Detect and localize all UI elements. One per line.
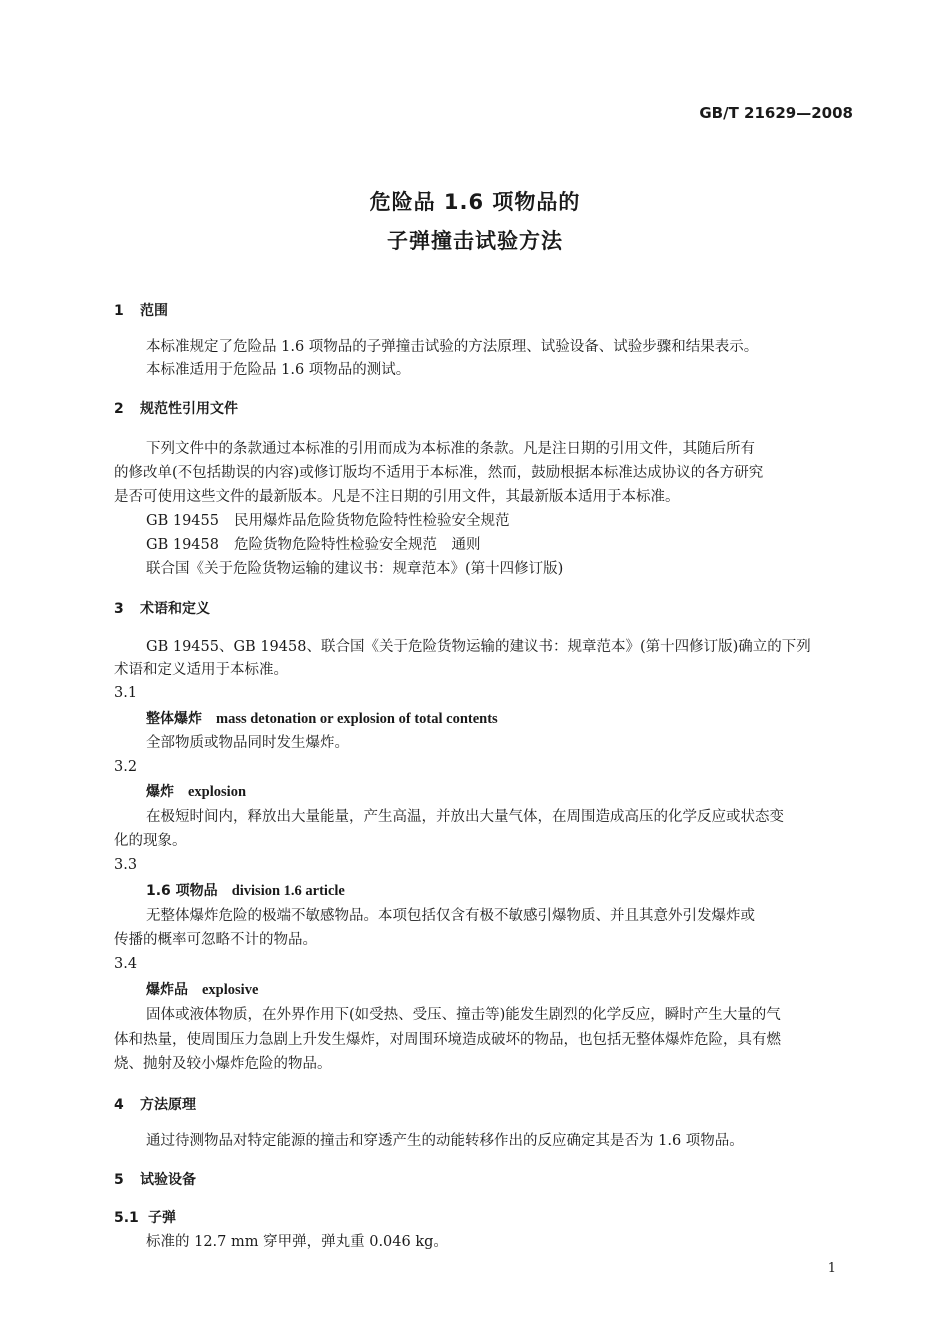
standard-code: GB/T 21629—2008 [699,104,853,122]
section-number: 4 [114,1097,124,1113]
normative-reference [146,512,510,530]
term-entry [146,981,258,999]
section-title: 规范性引用文件 [140,401,238,417]
term-english: explosion [188,784,247,800]
term-definition: 无整体爆炸危险的极端不敏感物品。本项包括仅含有极不敏感引爆物质、并且其意外引发爆炸或 [146,908,755,924]
section-5-heading [114,1169,196,1189]
reference-code: GB 19458 [146,537,219,553]
term-definition: 固体或液体物质，在外界作用下(如受热、受压、撞击等)能发生剧烈的化学反应，瞬时产生大量的气 [146,1007,781,1023]
term-entry [146,710,498,728]
normative-reference [146,536,481,554]
normative-reference: 联合国《关于危险货物运输的建议书：规章范本》(第十四修订版) [146,561,564,577]
paragraph: 本标准适用于危险品 1.6 项物品的测试。 [146,362,411,378]
section-3-heading [114,598,210,618]
term-entry [146,783,246,801]
section-number: 1 [114,303,124,319]
section-number: 3 [114,601,124,617]
section-2-heading [114,398,238,418]
subsection-title: 子弹 [148,1210,176,1226]
paragraph: 标准的 12.7 mm 穿甲弹，弹丸重 0.046 kg。 [146,1234,448,1250]
term-number: 3.3 [114,857,138,873]
section-title: 范围 [140,303,168,319]
paragraph-line: GB 19455、GB 19458、联合国《关于危险货物运输的建议书：规章范本》(第十四修订版)确立的下列 [146,639,811,655]
section-4-heading [114,1094,196,1114]
reference-title: 危险货物危险特性检验安全规范 通则 [234,537,481,553]
title-line-1: 危险品 1.6 项物品的 [369,190,581,214]
term-chinese: 爆炸 [146,784,174,800]
section-number: 5 [114,1172,124,1188]
subsection-5-1-heading [114,1207,176,1227]
paragraph-line: 下列文件中的条款通过本标准的引用而成为本标准的条款。凡是注日期的引用文件，其随后所有 [146,441,755,457]
paragraph: 通过待测物品对特定能源的撞击和穿透产生的动能转移作出的反应确定其是否为 1.6 项物品。 [146,1133,744,1149]
term-definition: 烧、抛射及较小爆炸危险的物品。 [114,1056,332,1072]
page-number: 1 [827,1261,836,1276]
paragraph-line: 的修改单(不包括勘误的内容)或修订版均不适用于本标准，然而，鼓励根据本标准达成协议的各方研究 [114,465,764,481]
term-english: explosive [202,982,259,998]
term-chinese: 1.6 项物品 [146,883,218,899]
title-line-2: 子弹撞击试验方法 [387,229,563,253]
term-number: 3.4 [114,956,138,972]
term-english: division 1.6 article [231,883,345,899]
term-definition: 体和热量，使周围压力急剧上升发生爆炸，对周围环境造成破坏的物品，也包括无整体爆炸危险，具有燃 [114,1032,781,1048]
paragraph-line: 是否可使用这些文件的最新版本。凡是不注日期的引用文件，其最新版本适用于本标准。 [114,489,680,505]
reference-code: GB 19455 [146,513,219,529]
subsection-number: 5.1 [114,1210,139,1226]
paragraph: 本标准规定了危险品 1.6 项物品的子弹撞击试验的方法原理、试验设备、试验步骤和结果表示。 [146,339,759,355]
paragraph-line: 术语和定义适用于本标准。 [114,662,288,678]
section-title: 试验设备 [140,1172,196,1188]
reference-title: 民用爆炸品危险货物危险特性检验安全规范 [234,513,510,529]
term-definition: 在极短时间内，释放出大量能量，产生高温，并放出大量气体，在周围造成高压的化学反应或状态变 [146,809,784,825]
term-entry [146,882,345,900]
term-chinese: 整体爆炸 [146,711,202,727]
section-title: 方法原理 [140,1097,196,1113]
section-title: 术语和定义 [140,601,210,617]
term-definition: 全部物质或物品同时发生爆炸。 [146,735,349,751]
term-definition: 化的现象。 [114,833,187,849]
term-chinese: 爆炸品 [146,982,188,998]
term-number: 3.1 [114,685,138,701]
section-1-heading [114,300,168,320]
term-english: mass detonation or explosion of total contents [216,711,498,727]
term-number: 3.2 [114,759,138,775]
term-definition: 传播的概率可忽略不计的物品。 [114,932,317,948]
section-number: 2 [114,401,124,417]
